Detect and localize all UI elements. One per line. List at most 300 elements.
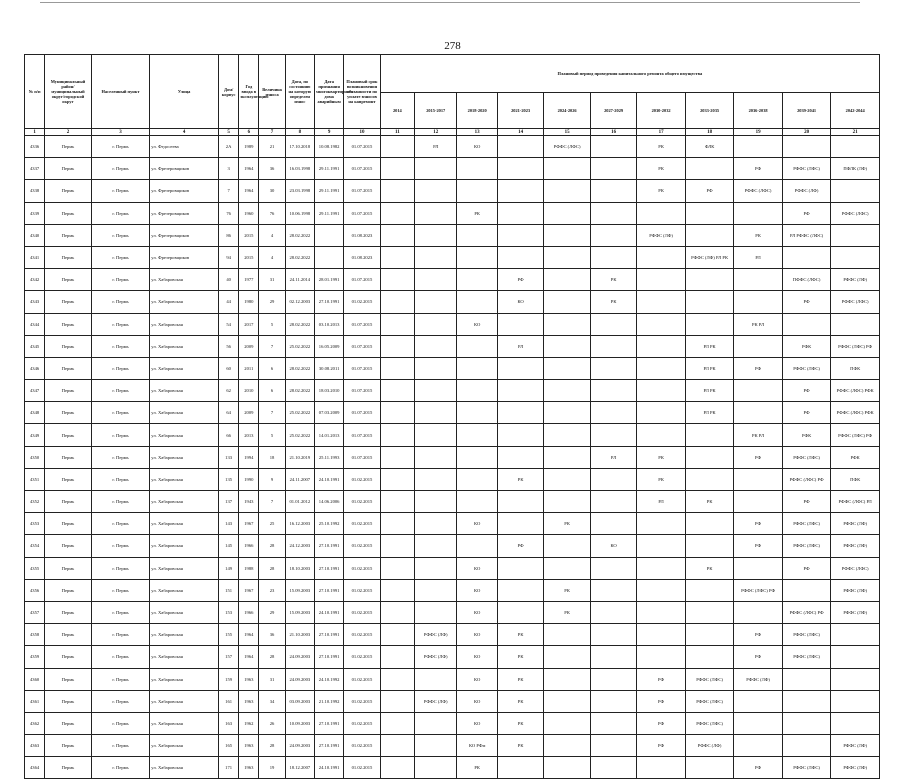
table-cell: РФФС (ЛФ)	[831, 535, 880, 557]
table-cell	[380, 624, 414, 646]
table-cell: ул. Хабаровская	[150, 668, 219, 690]
table-cell: РФФС (ЛФ)	[831, 513, 880, 535]
table-cell: 21.10.2019	[285, 446, 314, 468]
table-cell: 2011	[239, 357, 259, 379]
table-cell: Пермь	[45, 158, 91, 180]
table-cell	[457, 335, 497, 357]
table-cell: 5	[259, 313, 285, 335]
table-cell: 10.06.1998	[285, 202, 314, 224]
table-cell	[380, 601, 414, 623]
table-cell	[685, 202, 734, 224]
table-cell: КО	[497, 291, 543, 313]
table-cell	[415, 579, 457, 601]
table-cell: 1943	[239, 491, 259, 513]
table-cell	[831, 313, 880, 335]
table-cell	[831, 646, 880, 668]
table-cell: г. Пермь	[91, 246, 150, 268]
table-cell	[590, 136, 636, 158]
table-cell	[380, 158, 414, 180]
table-cell: 27.10.1991	[314, 579, 343, 601]
table-cell: 4356	[25, 579, 45, 601]
table-cell	[380, 202, 414, 224]
table-cell	[415, 158, 457, 180]
period-header: 2042-2044	[831, 93, 880, 129]
table-cell	[831, 668, 880, 690]
table-cell: РФФС (ЛФС)	[782, 158, 831, 180]
table-cell	[831, 712, 880, 734]
table-cell: РФФС (ЛФС)	[782, 646, 831, 668]
table-cell: 28.02.2022	[285, 313, 314, 335]
table-cell: 44	[219, 291, 239, 313]
table-cell: Пермь	[45, 712, 91, 734]
table-cell	[590, 579, 636, 601]
table-cell: 1977	[239, 269, 259, 291]
table-cell: г. Пермь	[91, 380, 150, 402]
table-cell: 01.01.2012	[285, 491, 314, 513]
table-cell: РФ	[734, 535, 783, 557]
table-cell: г. Пермь	[91, 180, 150, 202]
table-cell	[685, 579, 734, 601]
table-cell: Пермь	[45, 757, 91, 779]
table-cell	[497, 313, 543, 335]
table-cell: 7	[259, 402, 285, 424]
table-cell	[380, 424, 414, 446]
table-cell	[637, 535, 686, 557]
table-cell	[637, 424, 686, 446]
table-cell: 137	[219, 491, 239, 513]
table-cell	[415, 291, 457, 313]
table-cell: РФФС (ЛФ)	[415, 690, 457, 712]
table-cell: РФФС (ЛФС)	[782, 535, 831, 557]
table-cell	[637, 513, 686, 535]
table-cell: КО	[457, 601, 497, 623]
column-number: 15	[544, 129, 590, 136]
table-cell: РК	[497, 624, 543, 646]
table-cell	[380, 557, 414, 579]
table-cell: г. Пермь	[91, 535, 150, 557]
table-cell: 24.10.1991	[314, 468, 343, 490]
table-cell	[380, 535, 414, 557]
table-cell: 01.02.2015	[344, 668, 380, 690]
table-cell	[497, 158, 543, 180]
table-row	[25, 668, 880, 690]
table-cell: 2009	[239, 402, 259, 424]
table-cell	[685, 601, 734, 623]
table-cell	[415, 246, 457, 268]
table-cell	[734, 468, 783, 490]
table-cell: 28.02.2022	[285, 380, 314, 402]
table-cell: 01.02.2015	[344, 535, 380, 557]
table-cell: Пермь	[45, 269, 91, 291]
table-cell: 25.11.1993	[314, 446, 343, 468]
table-cell: РК	[590, 269, 636, 291]
table-cell	[457, 424, 497, 446]
table-cell: 01.07.2015	[344, 402, 380, 424]
table-cell: ПФК	[831, 357, 880, 379]
table-cell: 4	[259, 246, 285, 268]
table-cell: 163	[219, 712, 239, 734]
table-cell: 133	[219, 446, 239, 468]
table-cell: 143	[219, 513, 239, 535]
col-header: Величина износа	[259, 55, 285, 129]
table-cell	[590, 513, 636, 535]
table-cell: ул. Фрезеровщиков	[150, 246, 219, 268]
table-cell	[590, 735, 636, 757]
table-cell: ул. Хабаровская	[150, 491, 219, 513]
table-cell: РФ	[497, 535, 543, 557]
table-cell	[497, 491, 543, 513]
table-cell: РФФС (ЛФ)	[831, 579, 880, 601]
table-cell: КО	[457, 668, 497, 690]
table-cell	[685, 646, 734, 668]
table-cell: РК	[637, 468, 686, 490]
table-cell	[637, 357, 686, 379]
table-cell	[497, 136, 543, 158]
table-cell	[380, 579, 414, 601]
table-cell: 4364	[25, 757, 45, 779]
table-cell	[544, 180, 590, 202]
table-cell: РК	[497, 668, 543, 690]
table-cell: г. Пермь	[91, 690, 150, 712]
table-cell: КО	[457, 557, 497, 579]
table-cell: РФФС (ЛФС) РФК	[831, 380, 880, 402]
table-cell: 01.07.2015	[344, 313, 380, 335]
table-cell: 29.11.1991	[314, 158, 343, 180]
table-cell: 24.09.2003	[285, 646, 314, 668]
table-cell: РФ	[637, 690, 686, 712]
table-cell	[544, 712, 590, 734]
column-number: 6	[239, 129, 259, 136]
table-cell: 29	[259, 291, 285, 313]
table-cell: Пермь	[45, 357, 91, 379]
table-cell: г. Пермь	[91, 291, 150, 313]
table-cell: РФК	[782, 424, 831, 446]
table-cell: ул. Хабаровская	[150, 424, 219, 446]
table-cell: 153	[219, 601, 239, 623]
column-number: 18	[685, 129, 734, 136]
table-cell: РК	[685, 491, 734, 513]
table-cell: Пермь	[45, 513, 91, 535]
table-cell	[380, 690, 414, 712]
table-cell	[544, 757, 590, 779]
table-cell	[457, 446, 497, 468]
table-cell: РФФС (ЛФ)	[831, 735, 880, 757]
period-header: 2030-2032	[637, 93, 686, 129]
table-cell: г. Пермь	[91, 601, 150, 623]
page-number: 278	[444, 40, 461, 52]
table-cell: ул. Хабаровская	[150, 757, 219, 779]
table-cell: 4360	[25, 668, 45, 690]
table-cell	[734, 335, 783, 357]
table-cell: 29	[259, 601, 285, 623]
table-cell	[685, 513, 734, 535]
table-cell: 7	[259, 335, 285, 357]
table-cell: ФЛК	[685, 136, 734, 158]
column-number: 8	[285, 129, 314, 136]
table-cell: Пермь	[45, 136, 91, 158]
table-cell: РК	[457, 757, 497, 779]
table-cell: 23	[259, 579, 285, 601]
table-cell: г. Пермь	[91, 202, 150, 224]
table-cell: 03.10.2013	[314, 313, 343, 335]
table-cell: ул. Хабаровская	[150, 646, 219, 668]
table-cell: РФФС (ЛФС) РФ	[782, 468, 831, 490]
table-cell	[544, 424, 590, 446]
table-cell	[685, 269, 734, 291]
table-cell: РК РЛ	[734, 313, 783, 335]
table-cell	[544, 224, 590, 246]
table-cell	[544, 735, 590, 757]
table-cell	[544, 690, 590, 712]
table-cell: 4338	[25, 180, 45, 202]
table-row	[25, 136, 880, 158]
table-cell: 24.12.2003	[285, 535, 314, 557]
table-cell: 5	[259, 424, 285, 446]
column-number: 2	[45, 129, 91, 136]
table-cell: 64	[219, 402, 239, 424]
table-cell	[590, 690, 636, 712]
table-cell	[380, 646, 414, 668]
table-cell	[415, 446, 457, 468]
table-cell: 01.02.2015	[344, 557, 380, 579]
table-cell	[415, 535, 457, 557]
table-cell: 01.02.2015	[344, 468, 380, 490]
table-cell: 24.10.1992	[314, 668, 343, 690]
col-header: Муниципальный район/ муниципальный округ/городской округ	[45, 55, 91, 129]
table-cell	[380, 468, 414, 490]
table-cell: РФФС (ЛФ) РЛ РК	[685, 246, 734, 268]
table-cell	[590, 624, 636, 646]
table-row	[25, 246, 880, 268]
table-cell: г. Пермь	[91, 224, 150, 246]
table-cell: г. Пермь	[91, 269, 150, 291]
table-cell	[685, 313, 734, 335]
column-number: 20	[782, 129, 831, 136]
table-cell	[685, 446, 734, 468]
table-cell: ул. Хабаровская	[150, 313, 219, 335]
capital-repair-table	[24, 54, 880, 779]
table-cell	[415, 202, 457, 224]
table-cell: РФФС (ЛФС)	[782, 513, 831, 535]
table-cell: 01.07.2015	[344, 158, 380, 180]
table-cell: 40	[219, 269, 239, 291]
table-cell: 6	[259, 357, 285, 379]
table-row	[25, 269, 880, 291]
table-cell: 03.09.2003	[285, 690, 314, 712]
table-cell: 4351	[25, 468, 45, 490]
table-body	[25, 136, 880, 779]
period-header: 2021-2023	[497, 93, 543, 129]
table-cell: 25.02.2022	[285, 424, 314, 446]
table-cell	[415, 601, 457, 623]
table-cell	[380, 402, 414, 424]
table-cell: 4339	[25, 202, 45, 224]
table-cell: РК РЛ	[734, 424, 783, 446]
table-cell	[415, 380, 457, 402]
table-cell	[782, 313, 831, 335]
table-cell	[685, 624, 734, 646]
table-cell	[380, 491, 414, 513]
table-cell: 4	[259, 224, 285, 246]
table-cell: 56	[219, 335, 239, 357]
table-cell	[637, 335, 686, 357]
table-cell	[590, 557, 636, 579]
table-cell	[637, 646, 686, 668]
table-cell: 1963	[239, 757, 259, 779]
table-cell: 01.02.2015	[344, 646, 380, 668]
table-cell	[637, 380, 686, 402]
table-cell: 7	[259, 491, 285, 513]
table-cell	[415, 712, 457, 734]
table-cell: РК	[734, 224, 783, 246]
table-cell: КО	[457, 690, 497, 712]
table-cell: РФФС (ЛФС)	[831, 291, 880, 313]
table-cell	[544, 269, 590, 291]
period-header: 2018-2020	[457, 93, 497, 129]
table-cell: ПФК	[831, 468, 880, 490]
table-cell: Пермь	[45, 246, 91, 268]
table-cell: КО	[457, 646, 497, 668]
table-cell	[380, 313, 414, 335]
table-cell: РФ	[734, 357, 783, 379]
table-cell: РФФС (ЛФ)	[782, 180, 831, 202]
table-cell	[497, 224, 543, 246]
table-cell	[457, 246, 497, 268]
table-cell: 4358	[25, 624, 45, 646]
table-cell	[380, 335, 414, 357]
table-cell: РФФС (ЛФС)	[685, 690, 734, 712]
table-cell: 36	[259, 624, 285, 646]
table-cell	[457, 357, 497, 379]
table-row	[25, 601, 880, 623]
table-cell	[685, 424, 734, 446]
table-cell: РЛ	[590, 446, 636, 468]
table-cell: 31	[259, 269, 285, 291]
table-cell: РФФС (ЛФС)	[544, 136, 590, 158]
table-cell: г. Пермь	[91, 624, 150, 646]
table-cell	[415, 668, 457, 690]
table-cell: 171	[219, 757, 239, 779]
table-row	[25, 468, 880, 490]
table-cell: г. Пермь	[91, 491, 150, 513]
table-cell	[685, 291, 734, 313]
table-cell	[314, 224, 343, 246]
table-cell	[415, 491, 457, 513]
table-cell	[380, 712, 414, 734]
column-number: 11	[380, 129, 414, 136]
table-cell	[831, 690, 880, 712]
table-cell: КО	[457, 624, 497, 646]
table-cell: г. Пермь	[91, 646, 150, 668]
table-cell: РФФС (ЛФС) РФК	[831, 402, 880, 424]
table-cell: г. Пермь	[91, 757, 150, 779]
table-cell	[734, 269, 783, 291]
table-cell	[544, 646, 590, 668]
table-cell	[782, 246, 831, 268]
table-cell: РФФС (ЛФ)	[685, 735, 734, 757]
table-cell: г. Пермь	[91, 424, 150, 446]
table-cell: 14.01.2013	[314, 424, 343, 446]
table-cell: 4346	[25, 357, 45, 379]
table-cell	[497, 579, 543, 601]
table-cell	[782, 735, 831, 757]
table-cell: РЛ	[637, 491, 686, 513]
table-cell	[734, 380, 783, 402]
table-cell: 01.07.2015	[344, 202, 380, 224]
table-cell: 01.07.2015	[344, 357, 380, 379]
table-cell	[734, 601, 783, 623]
column-number: 5	[219, 129, 239, 136]
table-cell: ПФФС (ЛФС)	[782, 269, 831, 291]
table-cell	[380, 446, 414, 468]
table-cell: 01.08.2023	[344, 224, 380, 246]
table-cell: 01.02.2015	[344, 712, 380, 734]
table-cell: РФ	[637, 668, 686, 690]
table-cell	[544, 246, 590, 268]
table-cell: 10.08.1982	[314, 136, 343, 158]
table-row	[25, 224, 880, 246]
table-cell	[497, 402, 543, 424]
table-cell: 16.05.2009	[314, 335, 343, 357]
table-cell	[380, 224, 414, 246]
table-cell: 36	[259, 158, 285, 180]
table-cell: РФФС (ЛФС) РФ	[782, 601, 831, 623]
period-header: 2039-2041	[782, 93, 831, 129]
table-cell	[457, 535, 497, 557]
table-cell: 4340	[25, 224, 45, 246]
table-cell: 01.07.2015	[344, 180, 380, 202]
table-cell: РК	[457, 202, 497, 224]
table-cell	[782, 136, 831, 158]
table-cell	[637, 579, 686, 601]
table-cell: 34	[259, 690, 285, 712]
table-cell: РФ	[734, 757, 783, 779]
table-cell: 4350	[25, 446, 45, 468]
table-cell: ул. Хабаровская	[150, 335, 219, 357]
table-cell: 1966	[239, 535, 259, 557]
table-cell: г. Пермь	[91, 158, 150, 180]
table-cell: ул. Хабаровская	[150, 579, 219, 601]
table-cell	[637, 402, 686, 424]
table-cell: 30	[259, 180, 285, 202]
table-cell	[590, 357, 636, 379]
table-cell: 28.02.2022	[285, 246, 314, 268]
table-cell: 4353	[25, 513, 45, 535]
table-row	[25, 202, 880, 224]
table-cell: Пермь	[45, 601, 91, 623]
table-cell	[544, 446, 590, 468]
table-cell: РЛ	[415, 136, 457, 158]
table-cell: 23.03.1998	[285, 180, 314, 202]
table-cell: 66	[219, 424, 239, 446]
table-cell: 01.02.2015	[344, 491, 380, 513]
table-row	[25, 646, 880, 668]
table-cell: РФФС (ЛФС)	[831, 557, 880, 579]
table-cell: 4337	[25, 158, 45, 180]
table-cell	[457, 380, 497, 402]
table-cell: РФФС (ЛФС)	[782, 624, 831, 646]
table-cell: 2015	[239, 224, 259, 246]
table-cell	[497, 202, 543, 224]
table-cell: 3	[219, 158, 239, 180]
table-cell: г. Пермь	[91, 557, 150, 579]
table-cell	[497, 601, 543, 623]
table-cell: РФФС (ЛФС)	[734, 180, 783, 202]
table-row	[25, 513, 880, 535]
table-cell: РК	[637, 446, 686, 468]
table-cell: 76	[259, 202, 285, 224]
table-cell	[380, 136, 414, 158]
